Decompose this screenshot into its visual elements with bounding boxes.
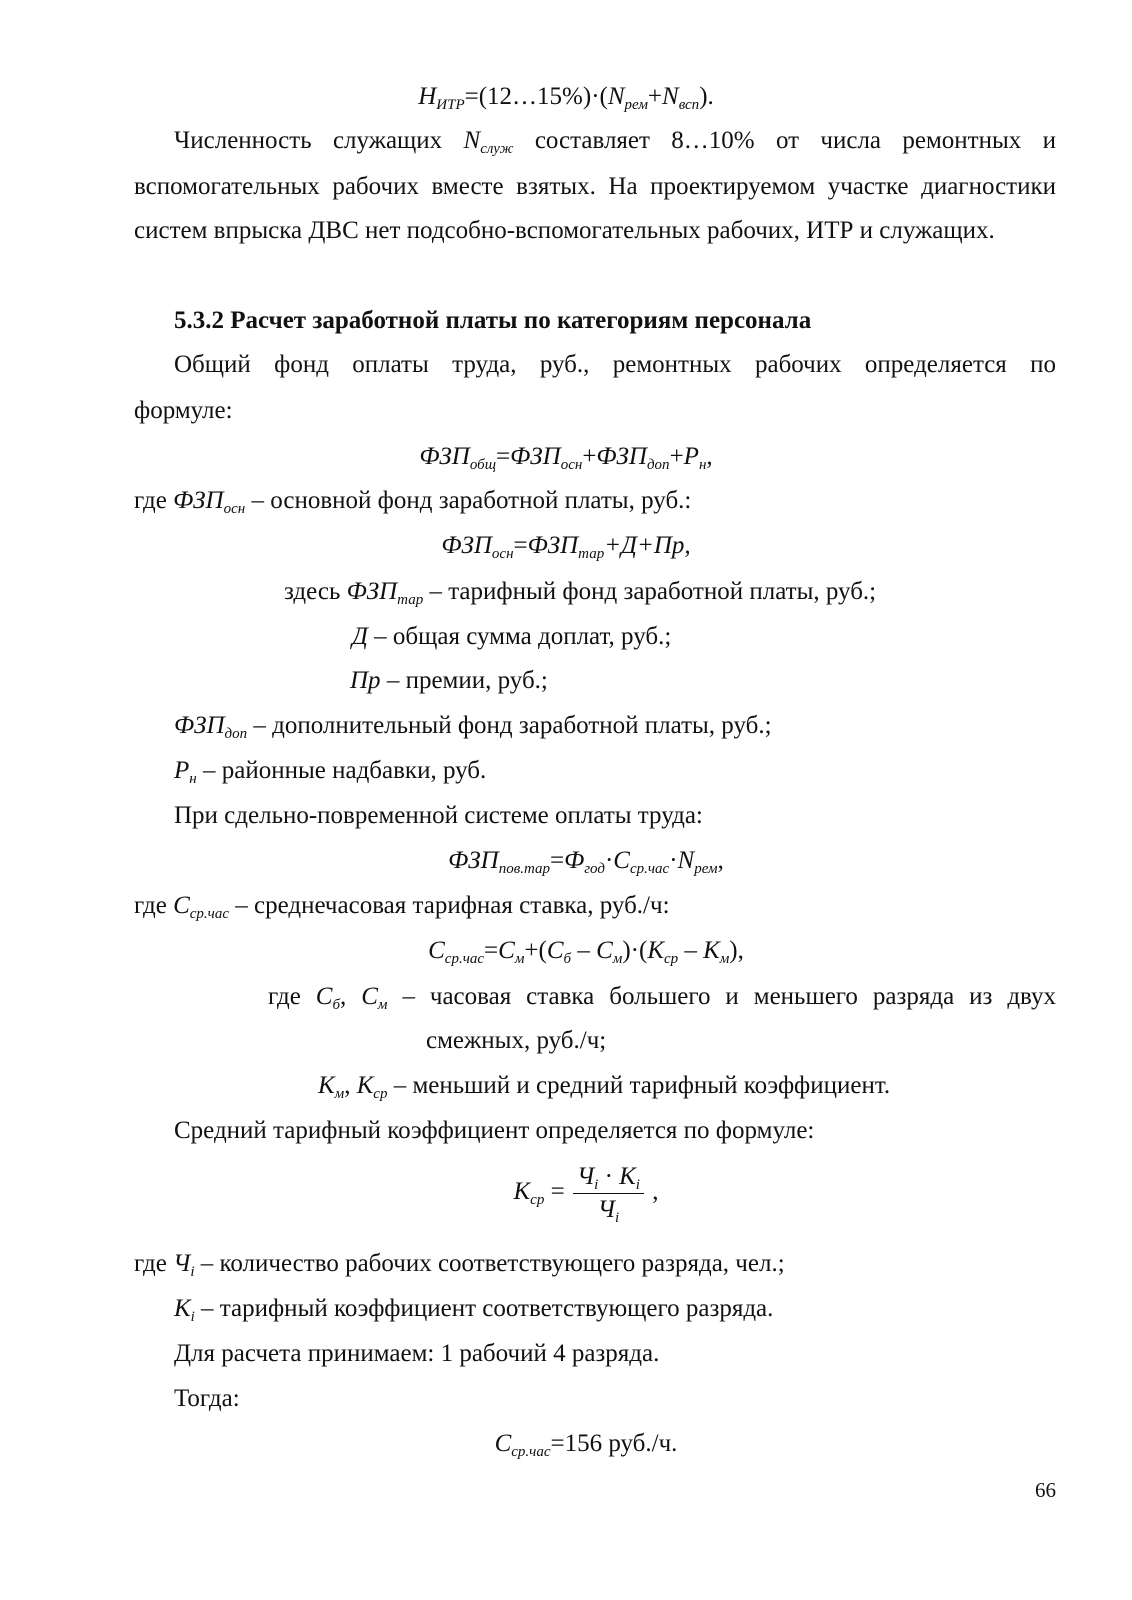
definition-fzp-osn: где $ФЗП_{осн}$ – основной фонд заработной платы, руб.:	[134, 487, 692, 517]
formula-c-sr-chas: $С_{ср.час}=С_м+(С_б - С_м)\cdot(К_{ср} - К_м)$,	[428, 937, 744, 967]
definition-pr: Пр – премии, руб.;	[350, 667, 548, 694]
definition-fzp-tar: здесь $ФЗП_{тар}$ – тарифный фонд заработной платы, руб.;	[284, 578, 877, 608]
definition-c-sr-chas: где $С_{ср.час}$ – среднечасовая тарифная ставка, руб./ч:	[134, 892, 670, 922]
definition-cb-cm-line1: где $С_б$, $С_м$ – часовая ставка большего и меньшего разряда из двух	[268, 983, 1056, 1013]
fraction-denominator: $Ч_i$	[597, 1195, 620, 1226]
paragraph-payment-system: При сдельно-повременной системе оплаты труда:	[174, 802, 703, 829]
definition-rn: $Р_н$ – районные надбавки, руб.	[174, 757, 487, 787]
definition-k-i: $К_i$ – тарифный коэффициент соответствующего разряда.	[174, 1295, 774, 1325]
paragraph-fund-line2: формуле:	[134, 397, 233, 424]
paragraph-employees-line3: систем впрыска ДВС нет подсобно-вспомогательных рабочих, ИТР и служащих.	[134, 217, 995, 244]
definition-k: $К_м$, $К_{ср}$ – меньший и средний тарифный коэффициент.	[318, 1072, 891, 1102]
formula-fzp-total: $ФЗП_{общ}=ФЗП_{осн}+ФЗП_{доп}+Р_н$,	[419, 443, 713, 473]
page-number: 66	[1035, 1478, 1056, 1502]
paragraph-employees-line1: Численность служащих $N_{служ}$ составляет 8…10% от числа ремонтных и	[174, 127, 1056, 157]
var-n-itr: Н	[418, 83, 437, 110]
definition-d: Д – общая сумма доплат, руб.;	[352, 623, 672, 650]
formula-fzp-osn: $ФЗП_{осн}=ФЗП_{тар}+Д+Пр$,	[441, 532, 691, 562]
section-heading: 5.3.2 Расчет заработной платы по категориям персонала	[174, 307, 812, 334]
formula-n-itr: $Н_{ИТР}=(12\dots 15\%)\cdot(N_{рем}+N_{всп})$.	[418, 83, 714, 113]
paragraph-employees-line2: вспомогательных рабочих вместе взятых. На проектируемом участке диагностики	[134, 173, 1056, 200]
fraction	[573, 1163, 644, 1224]
definition-fzp-dop: $ФЗП_{доп}$ – дополнительный фонд заработной платы, руб.;	[174, 712, 772, 742]
definition-ch-i: где $Ч_i$ – количество рабочих соответствующего разряда, чел.;	[134, 1250, 785, 1280]
paragraph-fund-line1: Общий фонд оплаты труда, руб., ремонтных рабочих определяется по	[174, 351, 1056, 378]
paragraph-avg-coefficient: Средний тарифный коэффициент определяется по формуле:	[174, 1117, 815, 1144]
formula-fzp-pov: $ФЗП_{пов.тар}=Ф_{год}\cdot С_{ср.час}\cdot N_{рем}$,	[448, 847, 724, 877]
formula-k-sr: $К_{ср}$ = $\frac{Ч_i \cdot К_i}{Ч_i}$ ,	[513, 1162, 659, 1226]
definition-cb-cm-line2: смежных, руб./ч;	[426, 1027, 607, 1054]
formula-result: $С_{ср.час}=156$ руб./ч.	[494, 1430, 678, 1460]
paragraph-accept: Для расчета принимаем: 1 рабочий 4 разряда.	[174, 1340, 660, 1367]
fraction-numerator: $Ч_i \cdot К_i$	[573, 1163, 644, 1194]
paragraph-then: Тогда:	[174, 1385, 240, 1412]
